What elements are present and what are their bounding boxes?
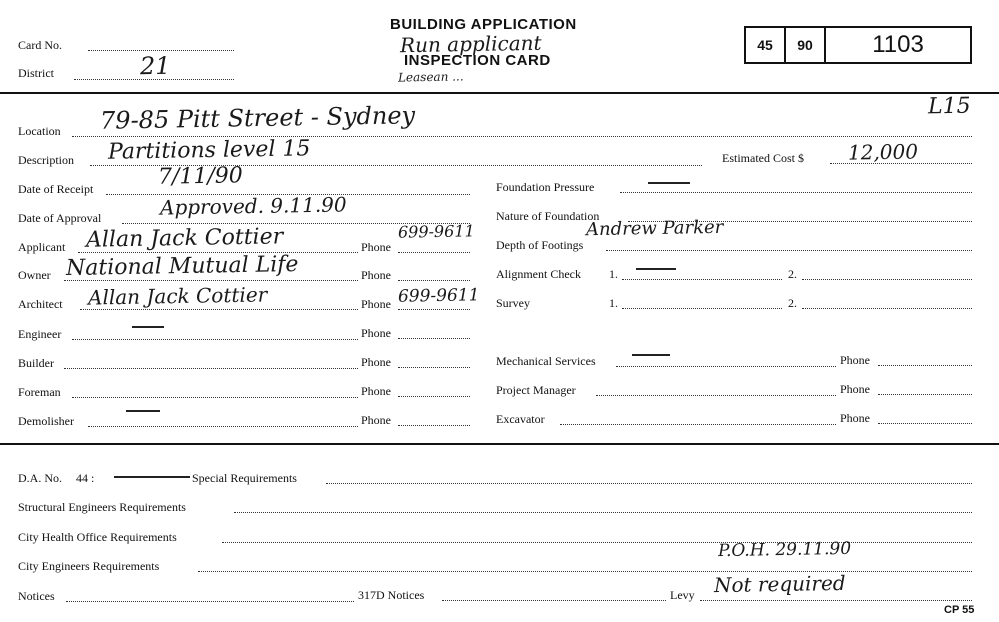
survey-1-line (622, 308, 782, 309)
levy-label: Levy (670, 588, 695, 602)
mechanical-phone-label: Phone (840, 353, 870, 367)
builder-phone-line (398, 367, 470, 368)
applicant-label: Applicant (18, 240, 66, 254)
owner-value: National Mutual Life (65, 251, 299, 282)
date-approval-label: Date of Approval (18, 211, 102, 225)
engineer-dash (132, 326, 164, 328)
location-value: 79-85 Pitt Street - Sydney (99, 101, 416, 135)
alignment-1-line (622, 279, 782, 280)
title-annotation-2: Leasean ... (397, 69, 464, 85)
title-line-1: BUILDING APPLICATION (390, 16, 577, 33)
architect-phone-label: Phone (361, 297, 391, 311)
foreman-label: Foreman (18, 385, 61, 399)
notices-label: Notices (18, 589, 55, 603)
district-label: District (18, 66, 54, 80)
foreman-phone-line (398, 396, 470, 397)
date-approval-value: Approved. 9.11.90 (159, 192, 347, 220)
engineer-label: Engineer (18, 327, 62, 341)
demolisher-line (88, 426, 358, 427)
architect-phone-value: 699-9611 (397, 285, 480, 307)
location-line (72, 136, 972, 137)
owner-label: Owner (18, 268, 51, 282)
owner-phone-line (398, 280, 470, 281)
applicant-phone-value: 699-9611 (397, 221, 475, 242)
applicant-value: Allan Jack Cottier (85, 224, 284, 253)
structural-line (234, 512, 972, 513)
foundation-pressure-label: Foundation Pressure (496, 180, 595, 194)
health-line (222, 542, 972, 543)
structural-label: Structural Engineers Requirements (18, 500, 186, 514)
mechanical-line (616, 366, 836, 367)
architect-line (80, 309, 358, 310)
special-requirements-line (326, 483, 972, 484)
survey-2-label: 2. (788, 296, 797, 310)
builder-phone-label: Phone (361, 355, 391, 369)
levy-line (700, 600, 972, 601)
date-receipt-value: 7/11/90 (157, 163, 244, 190)
estimated-cost-value: 12,000 (847, 139, 919, 165)
description-label: Description (18, 153, 74, 167)
architect-label: Architect (18, 297, 63, 311)
city-engineers-line (198, 571, 972, 572)
requirements-divider (0, 443, 999, 445)
notices-line (66, 601, 354, 602)
form-code: CP 55 (944, 604, 975, 616)
health-label: City Health Office Requirements (18, 530, 177, 544)
header-divider (0, 92, 999, 94)
builder-label: Builder (18, 356, 54, 370)
foundation-pressure-line (620, 192, 972, 193)
architect-value: Allan Jack Cottier (87, 282, 268, 310)
da-no-label: D.A. No. (18, 471, 62, 485)
excavator-label: Excavator (496, 412, 545, 426)
da-no-value: 44 : (76, 471, 95, 485)
engineer-line (72, 339, 358, 340)
excavator-line (560, 424, 836, 425)
owner-phone-label: Phone (361, 268, 391, 282)
foundation-pressure-dash (648, 182, 690, 184)
project-manager-phone-label: Phone (840, 382, 870, 396)
demolisher-label: Demolisher (18, 414, 74, 428)
foreman-phone-label: Phone (361, 384, 391, 398)
survey-2-line (802, 308, 972, 309)
mechanical-dash (632, 354, 670, 356)
city-engineers-label: City Engineers Requirements (18, 559, 160, 573)
card-no-label: Card No. (18, 38, 62, 52)
alignment-dash (636, 268, 676, 270)
alignment-2-label: 2. (788, 267, 797, 281)
city-engineers-value: P.O.H. 29.11.90 (717, 538, 852, 562)
survey-1-label: 1. (609, 296, 618, 310)
card-no-line (88, 50, 234, 51)
title-line-2: INSPECTION CARD (404, 52, 551, 69)
architect-phone-line (398, 309, 470, 310)
description-value: Partitions level 15 (107, 136, 311, 165)
project-manager-label: Project Manager (496, 383, 576, 397)
applicant-phone-label: Phone (361, 240, 391, 254)
demolisher-phone-label: Phone (361, 413, 391, 427)
number-box-1: 45 (744, 26, 786, 64)
builder-line (64, 368, 358, 369)
district-value: 21 (139, 51, 171, 81)
levy-value: Not required (713, 570, 846, 598)
nature-foundation-value: Andrew Parker (585, 216, 724, 241)
depth-footings-line (606, 250, 972, 251)
engineer-phone-label: Phone (361, 326, 391, 340)
special-requirements-label: Special Requirements (192, 471, 297, 485)
title-annotation: Run applicant (399, 30, 542, 58)
excavator-phone-line (878, 423, 972, 424)
foreman-line (72, 397, 358, 398)
demolisher-dash (126, 410, 160, 412)
estimated-cost-label: Estimated Cost $ (722, 151, 804, 165)
alignment-2-line (802, 279, 972, 280)
mechanical-label: Mechanical Services (496, 354, 596, 368)
number-box-2: 90 (784, 26, 826, 64)
notices-317d-line (442, 600, 666, 601)
demolisher-phone-line (398, 425, 470, 426)
excavator-phone-label: Phone (840, 411, 870, 425)
alignment-1-label: 1. (609, 267, 618, 281)
mechanical-phone-line (878, 365, 972, 366)
location-label: Location (18, 124, 61, 138)
depth-footings-label: Depth of Footings (496, 238, 584, 252)
nature-foundation-label: Nature of Foundation (496, 209, 600, 223)
project-manager-phone-line (878, 394, 972, 395)
date-receipt-label: Date of Receipt (18, 182, 94, 196)
survey-label: Survey (496, 296, 530, 310)
project-manager-line (596, 395, 836, 396)
alignment-label: Alignment Check (496, 267, 581, 281)
da-no-dash (114, 476, 190, 478)
notices-317d-label: 317D Notices (358, 588, 425, 602)
number-box-3: 1103 (824, 26, 972, 64)
corner-note: L15 (927, 93, 971, 120)
engineer-phone-line (398, 338, 470, 339)
applicant-phone-line (398, 252, 470, 253)
